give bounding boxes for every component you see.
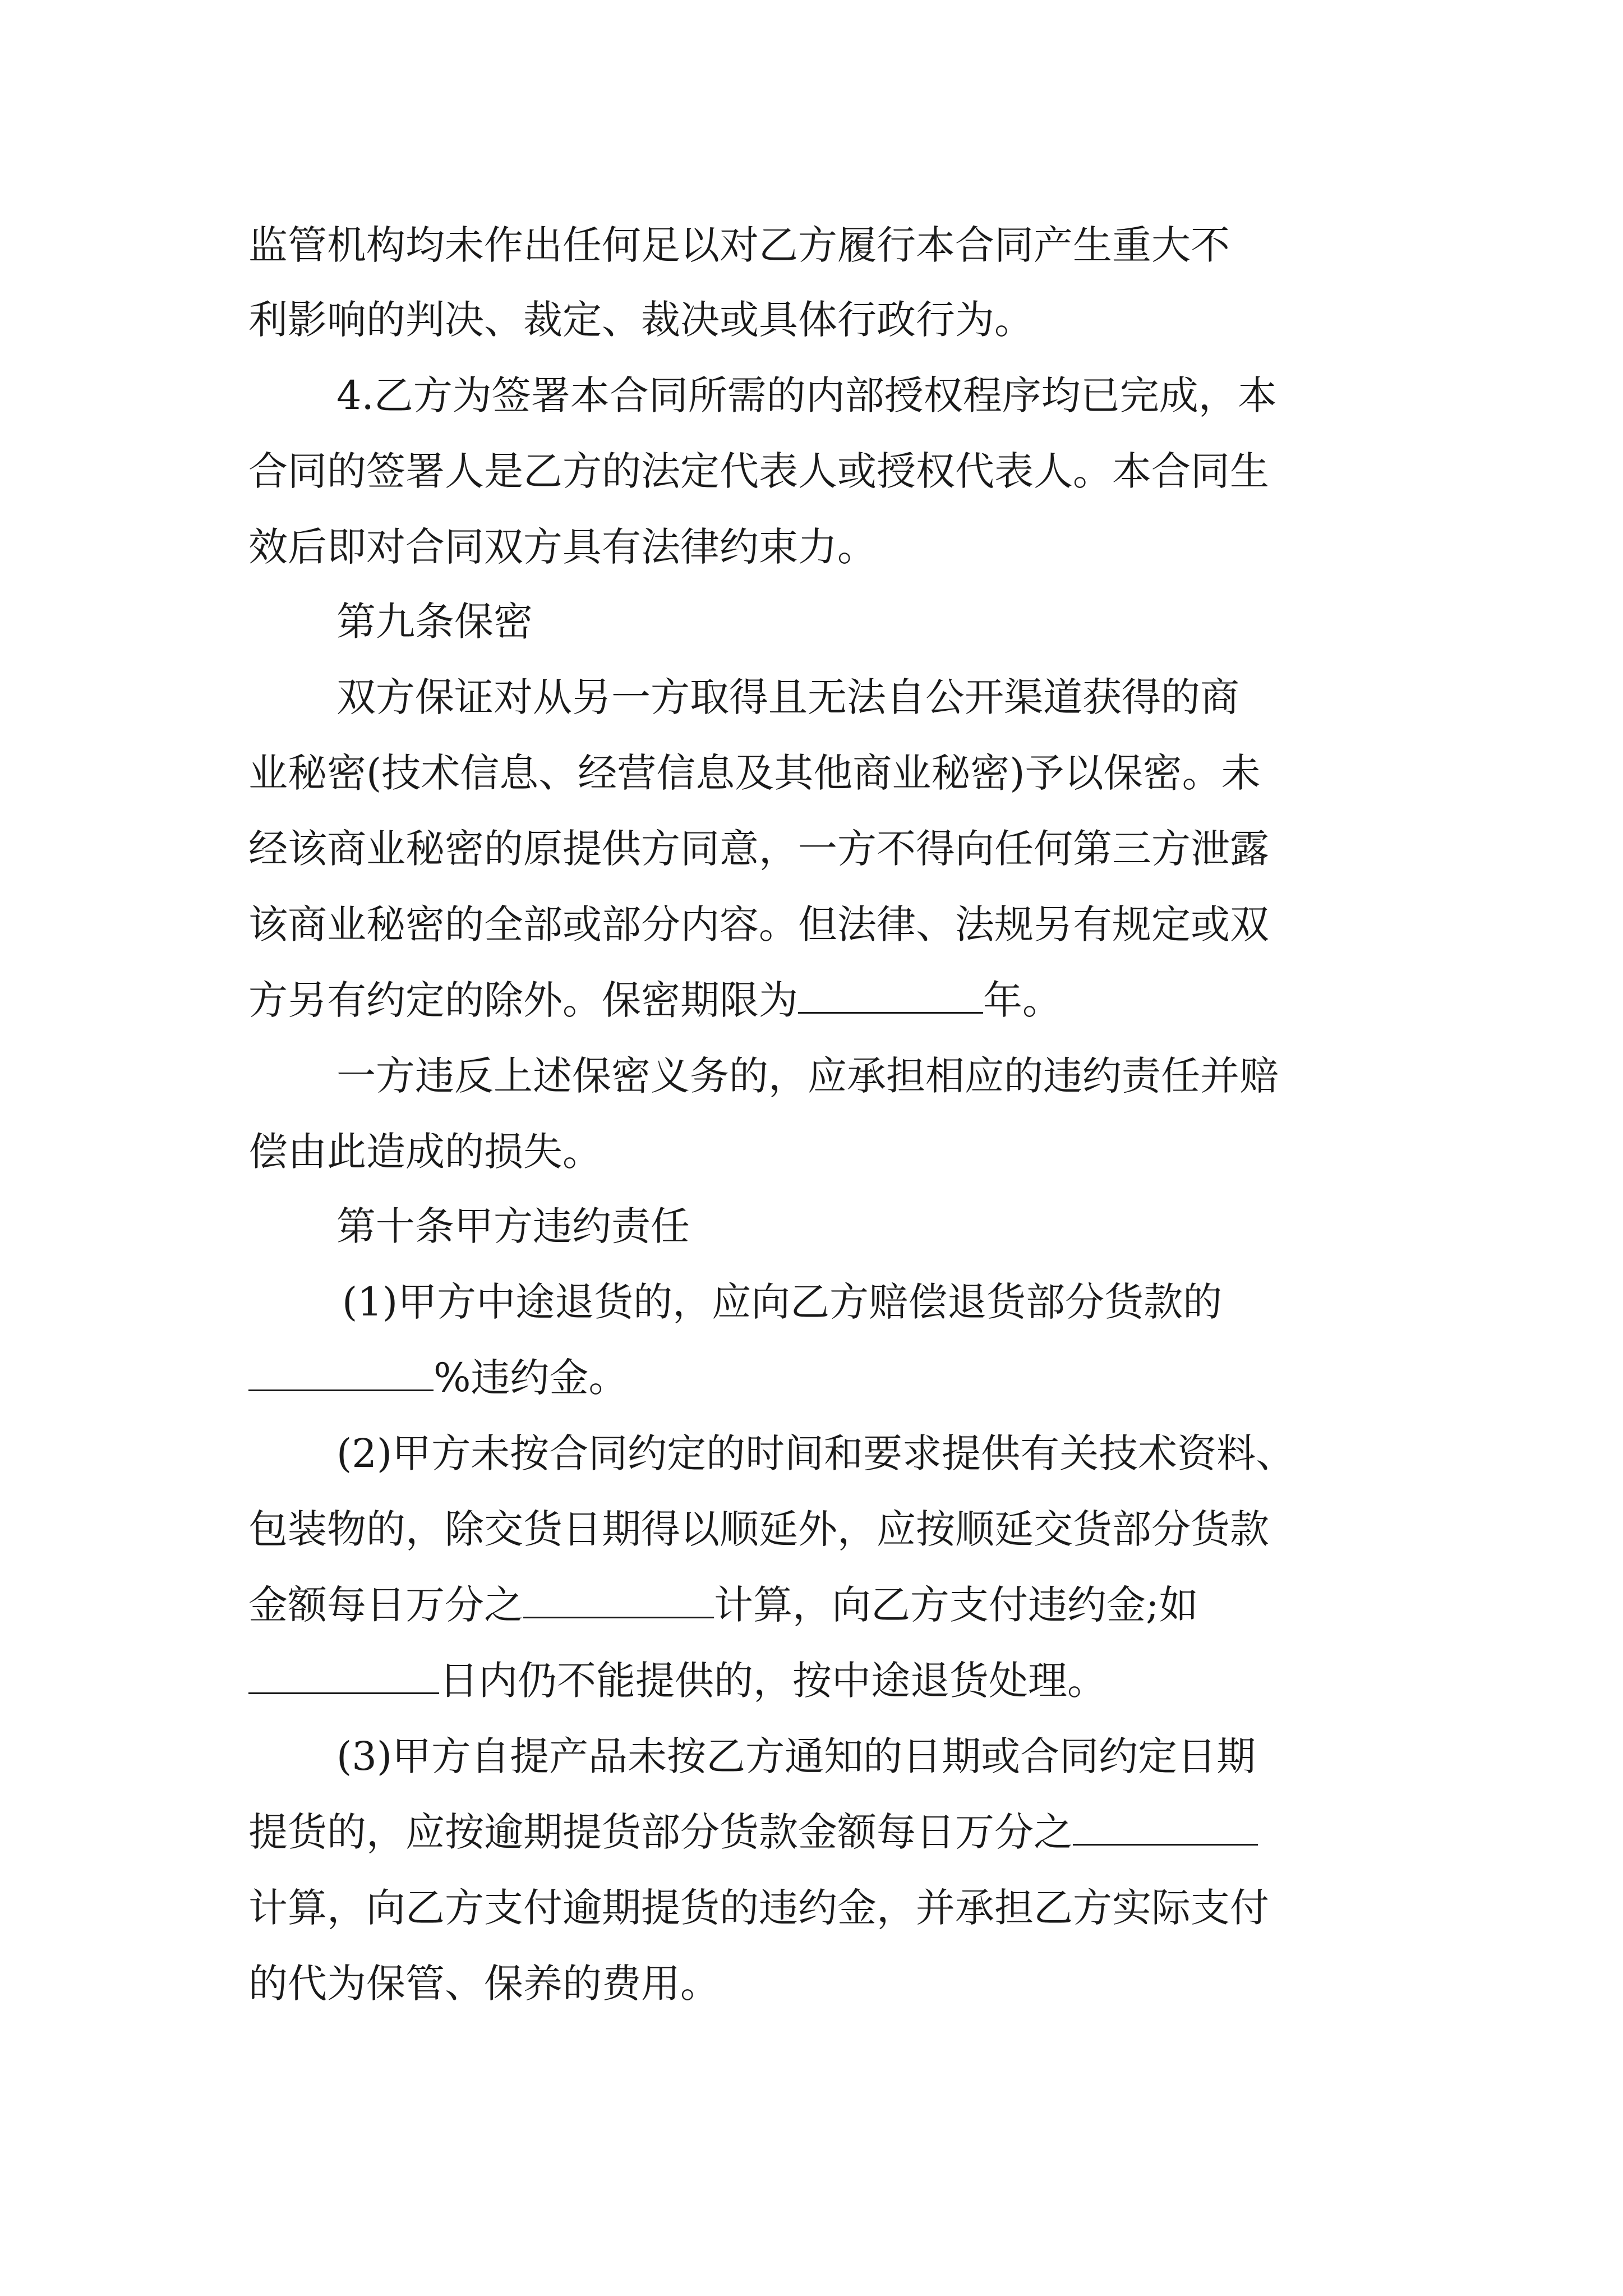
text-line: 一方违反上述保密义务的，应承担相应的违约责任并赔 [336,1053,1279,1099]
text-line: 偿由此造成的损失。 [248,1129,602,1175]
text-segment: 方另有约定的除外。保密期限为 [248,977,798,1023]
text-line: 经该商业秘密的原提供方同意，一方不得向任何第三方泄露 [248,826,1269,872]
text-segment: 计算，向乙方支付违约金;如 [714,1582,1198,1628]
text-line: 4.乙方为签署本合同所需的内部授权程序均已完成，本 [336,372,1277,418]
fill-in-blank[interactable] [1073,1809,1258,1846]
text-line: 合同的签署人是乙方的法定代表人或授权代表人。本合同生 [248,448,1269,494]
text-line [248,1580,1198,1630]
text-line: 该商业秘密的全部或部分内容。但法律、法规另有规定或双 [248,901,1269,947]
text-line: 计算，向乙方支付逾期提货的违约金，并承担乙方实际支付 [248,1885,1269,1931]
text-segment: 金额每日万分之 [248,1582,523,1628]
text-line [248,1655,1106,1706]
text-segment: 提货的，应按逾期提货部分货款金额每日万分之 [248,1809,1073,1855]
section-heading: 第九条保密 [336,599,533,645]
text-line: (3)甲方自提产品未按乙方通知的日期或合同约定日期 [336,1733,1256,1779]
text-line: 业秘密(技术信息、经营信息及其他商业秘密)予以保密。未 [248,750,1261,796]
text-line: 利影响的判决、裁定、裁决或具体行政行为。 [248,297,1034,343]
text-line: 双方保证对从另一方取得且无法自公开渠道获得的商 [336,674,1239,720]
text-segment: %违约金。 [434,1355,628,1401]
fill-in-blank[interactable] [798,977,983,1014]
fill-in-blank[interactable] [523,1582,714,1618]
text-segment: 年。 [983,977,1062,1023]
section-heading: 第十条甲方违约责任 [336,1203,690,1249]
text-line: (2)甲方未按合同约定的时间和要求提供有关技术资料、 [336,1430,1295,1476]
fill-in-blank[interactable] [248,1658,439,1694]
text-line [248,1807,1258,1857]
text-line [248,1352,628,1403]
text-line [248,975,1062,1025]
text-line: 监管机构均未作出任何足以对乙方履行本合同产生重大不 [248,222,1230,268]
text-line: 的代为保管、保养的费用。 [248,1961,720,2007]
text-line: 包装物的，除交货日期得以顺延外，应按顺延交货部分货款 [248,1506,1269,1552]
text-segment: 日内仍不能提供的，按中途退货处理。 [439,1658,1106,1704]
text-line: 效后即对合同双方具有法律约束力。 [248,524,877,570]
text-line: (1)甲方中途退货的，应向乙方赔偿退货部分货款的 [342,1279,1223,1325]
fill-in-blank[interactable] [248,1355,434,1391]
